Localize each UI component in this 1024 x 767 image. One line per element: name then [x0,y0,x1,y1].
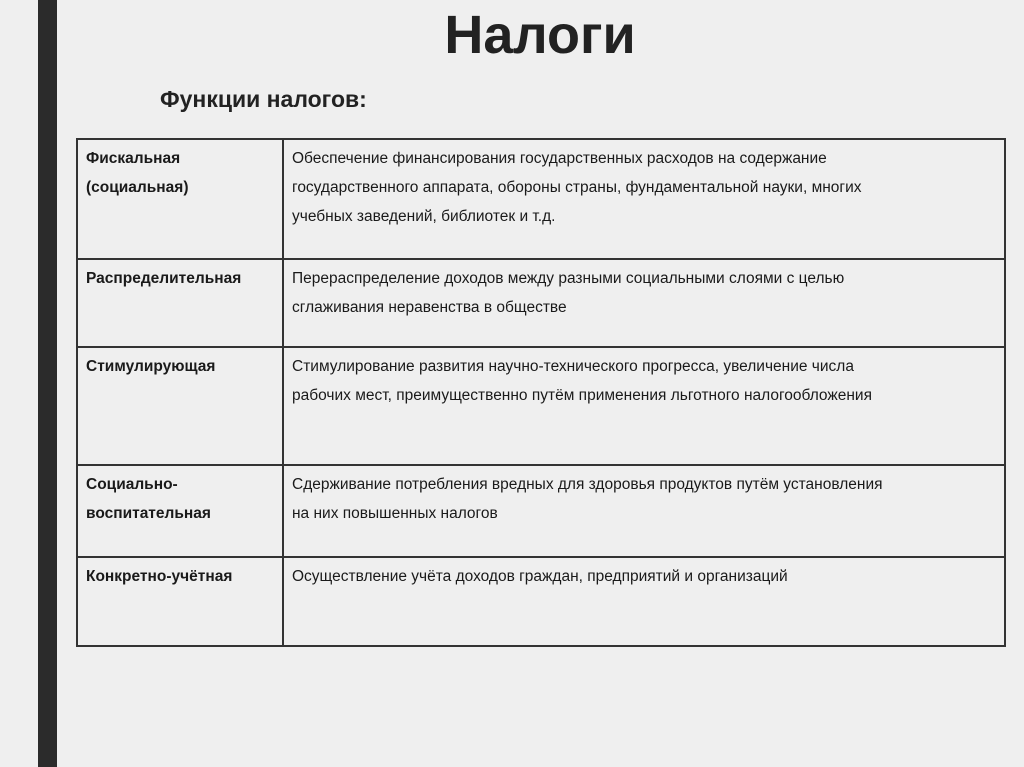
tax-functions-table [76,138,1006,647]
function-description: Перераспределение доходов между разными социальными слоями с целью [292,270,845,287]
table-row [77,465,1005,557]
decorative-side-bar [38,0,57,767]
table-row [77,139,1005,259]
function-name: (социальная) [86,179,189,196]
function-name-cell [77,465,283,557]
table-row [77,259,1005,347]
function-description: Обеспечение финансирования государственных расходов на содержание [292,150,827,167]
page-title: Налоги [444,5,636,65]
function-description: Осуществление учёта доходов граждан, предприятий и организаций [292,568,788,585]
function-name: Фискальная [86,150,181,167]
function-description-cell [283,139,1005,259]
function-description: на них повышенных налогов [292,505,498,522]
function-name: Распределительная [86,270,242,287]
function-name: Конкретно-учётная [86,568,233,585]
function-name: воспитательная [86,505,211,522]
table-row [77,347,1005,465]
function-description-cell [283,347,1005,465]
function-name: Социально- [86,476,178,493]
function-description-cell [283,465,1005,557]
function-description: Стимулирование развития научно-технического прогресса, увеличение числа [292,358,854,375]
function-description: Сдерживание потребления вредных для здоровья продуктов путём установления [292,476,883,493]
table-row [77,557,1005,646]
function-description: государственного аппарата, обороны страны, фундаментальной науки, многих [292,179,862,196]
function-description-cell [283,557,1005,646]
function-name-cell [77,139,283,259]
subtitle: Функции налогов: [160,86,367,112]
function-description: учебных заведений, библиотек и т.д. [292,208,556,225]
function-name-cell [77,259,283,347]
function-name: Стимулирующая [86,358,216,375]
function-name-cell [77,347,283,465]
function-description-cell [283,259,1005,347]
function-description: рабочих мест, преимущественно путём применения льготного налогообложения [292,387,872,404]
function-description: сглаживания неравенства в обществе [292,299,567,316]
function-name-cell [77,557,283,646]
